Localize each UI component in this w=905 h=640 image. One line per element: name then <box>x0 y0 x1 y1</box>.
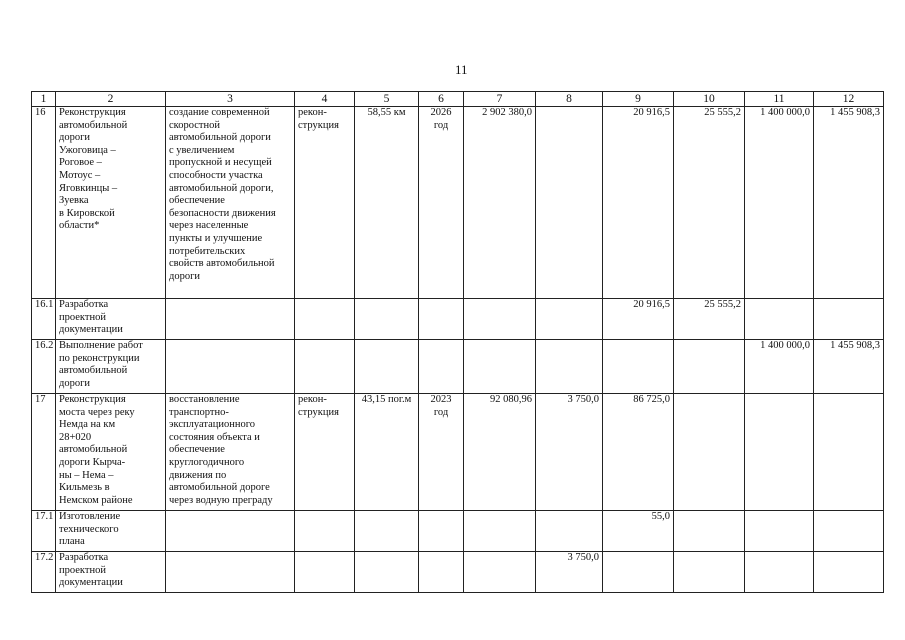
value-col-9: 20 916,5 <box>603 299 674 340</box>
value-col-8 <box>536 107 603 299</box>
column-header: 12 <box>814 92 884 107</box>
object-purpose <box>166 340 295 394</box>
work-type <box>295 299 355 340</box>
value-col-12: 1 455 908,3 <box>814 107 884 299</box>
table-row <box>32 511 884 552</box>
value-col-7: 2 902 380,0 <box>464 107 536 299</box>
completion-year <box>419 340 464 394</box>
value-col-9: 20 916,5 <box>603 107 674 299</box>
capacity <box>355 340 419 394</box>
table-row <box>32 394 884 511</box>
object-purpose: создание современной скоростной автомобильной дороги с увеличением пропускной и несущей способности участка автомобильной дороги, обеспечение безопасности движения через населенные пункты и улучшение потребительских свойств автомобильной дороги <box>166 107 295 299</box>
value-col-12 <box>814 552 884 593</box>
object-purpose <box>166 299 295 340</box>
value-col-9 <box>603 552 674 593</box>
value-col-9 <box>603 340 674 394</box>
value-col-10: 25 555,2 <box>674 299 745 340</box>
object-purpose <box>166 552 295 593</box>
completion-year: 2026 год <box>419 107 464 299</box>
value-col-7 <box>464 511 536 552</box>
row-number: 17.2 <box>32 552 56 593</box>
column-header: 4 <box>295 92 355 107</box>
table-row <box>32 107 884 299</box>
value-col-10 <box>674 511 745 552</box>
column-header: 2 <box>56 92 166 107</box>
value-col-11: 1 400 000,0 <box>745 107 814 299</box>
column-header: 8 <box>536 92 603 107</box>
capacity: 58,55 км <box>355 107 419 299</box>
work-type: рекон- струкция <box>295 394 355 511</box>
value-col-7 <box>464 299 536 340</box>
completion-year: 2023 год <box>419 394 464 511</box>
column-header: 9 <box>603 92 674 107</box>
value-col-9: 55,0 <box>603 511 674 552</box>
column-header: 10 <box>674 92 745 107</box>
completion-year <box>419 552 464 593</box>
row-number: 16.2 <box>32 340 56 394</box>
object-name: Реконструкция автомобильной дороги Ужоговица – Роговое – Мотоус – Яговкинцы – Зуевка в Кировской области* <box>56 107 166 299</box>
row-number: 17 <box>32 394 56 511</box>
object-name: Реконструкция моста через реку Немда на км 28+020 автомобильной дороги Кырча- ны – Нема – Кильмезь в Немском районе <box>56 394 166 511</box>
row-number: 16.1 <box>32 299 56 340</box>
table-row <box>32 552 884 593</box>
value-col-11 <box>745 552 814 593</box>
value-col-7 <box>464 340 536 394</box>
row-number: 17.1 <box>32 511 56 552</box>
column-header: 11 <box>745 92 814 107</box>
work-type <box>295 552 355 593</box>
column-header: 3 <box>166 92 295 107</box>
value-col-8 <box>536 299 603 340</box>
value-col-8: 3 750,0 <box>536 552 603 593</box>
value-col-8 <box>536 340 603 394</box>
value-col-11: 1 400 000,0 <box>745 340 814 394</box>
value-col-9: 86 725,0 <box>603 394 674 511</box>
header-row <box>32 92 884 107</box>
work-type <box>295 340 355 394</box>
value-col-11 <box>745 511 814 552</box>
value-col-10 <box>674 340 745 394</box>
work-type: рекон- струкция <box>295 107 355 299</box>
column-header: 5 <box>355 92 419 107</box>
capacity <box>355 552 419 593</box>
column-header: 1 <box>32 92 56 107</box>
value-col-11 <box>745 394 814 511</box>
table-row <box>32 340 884 394</box>
object-name: Разработка проектной документации <box>56 552 166 593</box>
completion-year <box>419 299 464 340</box>
value-col-12 <box>814 394 884 511</box>
page-number: 11 <box>455 62 468 77</box>
value-col-8 <box>536 511 603 552</box>
value-col-12 <box>814 299 884 340</box>
value-col-8: 3 750,0 <box>536 394 603 511</box>
capacity <box>355 299 419 340</box>
value-col-10: 25 555,2 <box>674 107 745 299</box>
value-col-10 <box>674 552 745 593</box>
column-header: 7 <box>464 92 536 107</box>
capacity: 43,15 пог.м <box>355 394 419 511</box>
object-name: Изготовление технического плана <box>56 511 166 552</box>
value-col-10 <box>674 394 745 511</box>
value-col-11 <box>745 299 814 340</box>
value-col-12: 1 455 908,3 <box>814 340 884 394</box>
object-name: Разработка проектной документации <box>56 299 166 340</box>
object-purpose: восстановление транспортно- эксплуатационного состояния объекта и обеспечение круглогодичного движения по автомобильной дороге через водную преграду <box>166 394 295 511</box>
value-col-7: 92 080,96 <box>464 394 536 511</box>
capacity <box>355 511 419 552</box>
object-purpose <box>166 511 295 552</box>
table-row <box>32 299 884 340</box>
value-col-12 <box>814 511 884 552</box>
object-name: Выполнение работ по реконструкции автомобильной дороги <box>56 340 166 394</box>
value-col-7 <box>464 552 536 593</box>
column-header: 6 <box>419 92 464 107</box>
completion-year <box>419 511 464 552</box>
investment-table <box>31 91 884 593</box>
work-type <box>295 511 355 552</box>
row-number: 16 <box>32 107 56 299</box>
